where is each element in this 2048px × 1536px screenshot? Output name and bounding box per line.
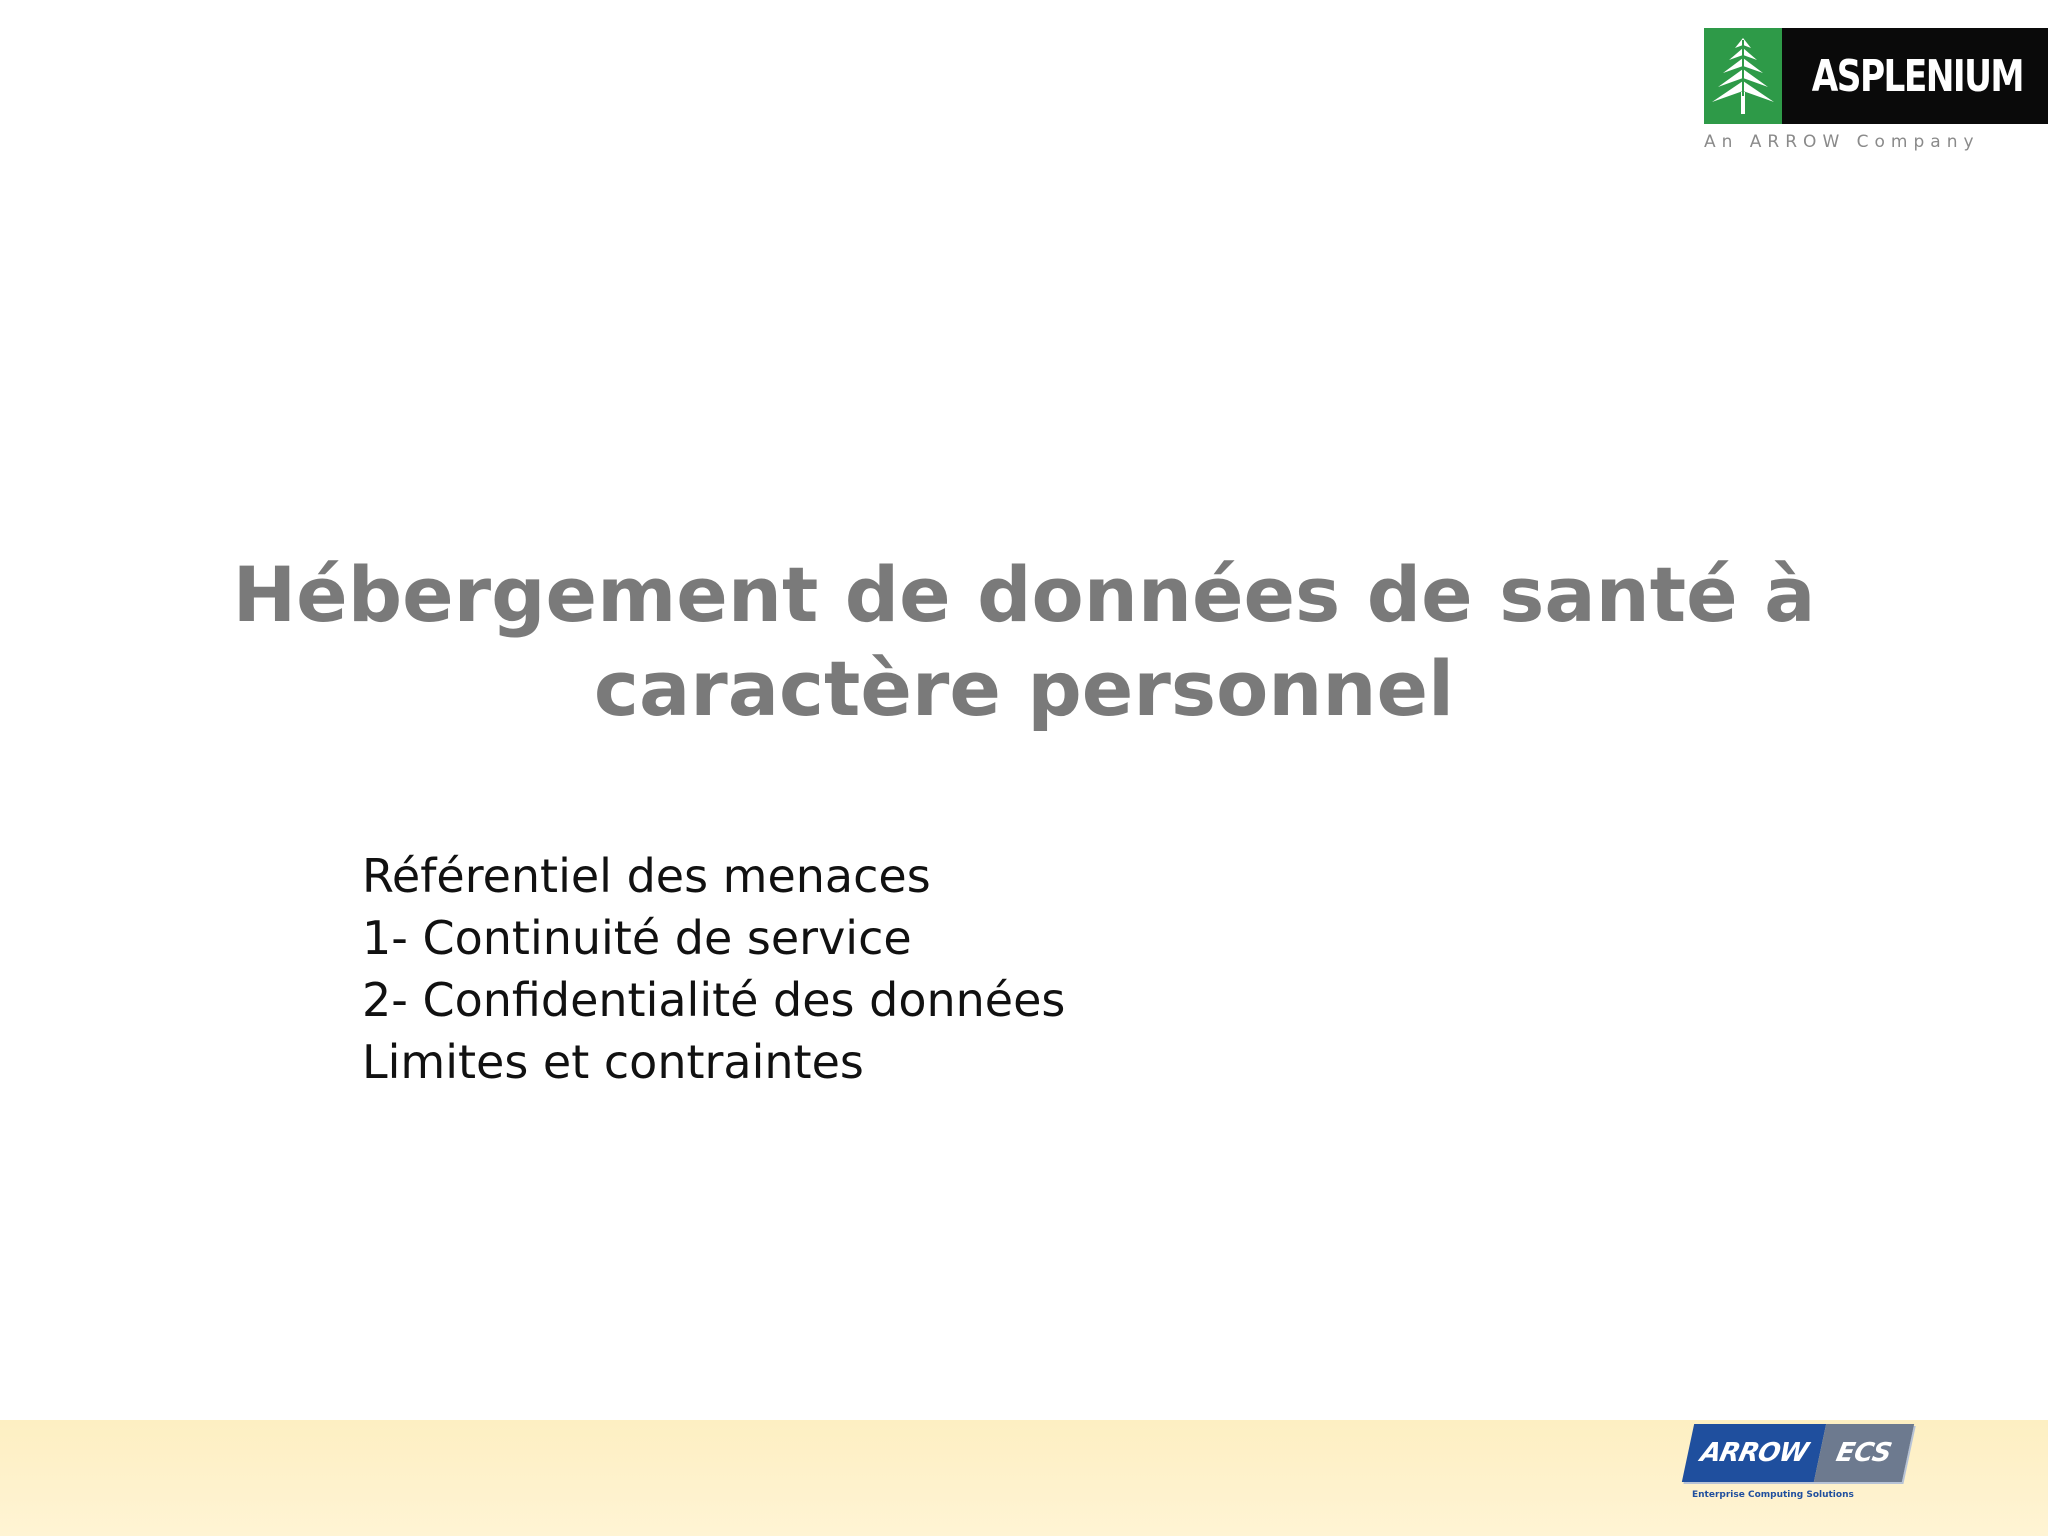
asplenium-wordmark: ASPLENIUM xyxy=(1811,50,2024,102)
asplenium-wordmark-box xyxy=(1782,28,2048,124)
slide-title-line-1: Hébergement de données de santé à xyxy=(232,550,1816,639)
slide-title-line-2: caractère personnel xyxy=(593,644,1455,733)
agenda-item: 1- Continuité de service xyxy=(362,911,912,965)
agenda-item: 2- Confidentialité des données xyxy=(362,973,1066,1027)
agenda-list xyxy=(362,845,1065,1093)
fern-icon xyxy=(1704,28,1782,124)
asplenium-logo xyxy=(1704,28,2024,152)
arrow-ecs-logo-plate xyxy=(1682,1424,1914,1482)
asplenium-logo-mark xyxy=(1704,28,2024,124)
arrow-ecs-subtitle: Enterprise Computing Solutions xyxy=(1692,1490,1854,1500)
arrow-wordmark: ARROW xyxy=(1682,1424,1826,1482)
ecs-wordmark: ECS xyxy=(1814,1424,1914,1482)
agenda-item: Référentiel des menaces xyxy=(362,849,931,903)
arrow-ecs-logo xyxy=(1688,1424,1908,1500)
slide-title xyxy=(0,548,2048,736)
asplenium-tagline: An ARROW Company xyxy=(1704,132,1980,152)
agenda-item: Limites et contraintes xyxy=(362,1035,864,1089)
